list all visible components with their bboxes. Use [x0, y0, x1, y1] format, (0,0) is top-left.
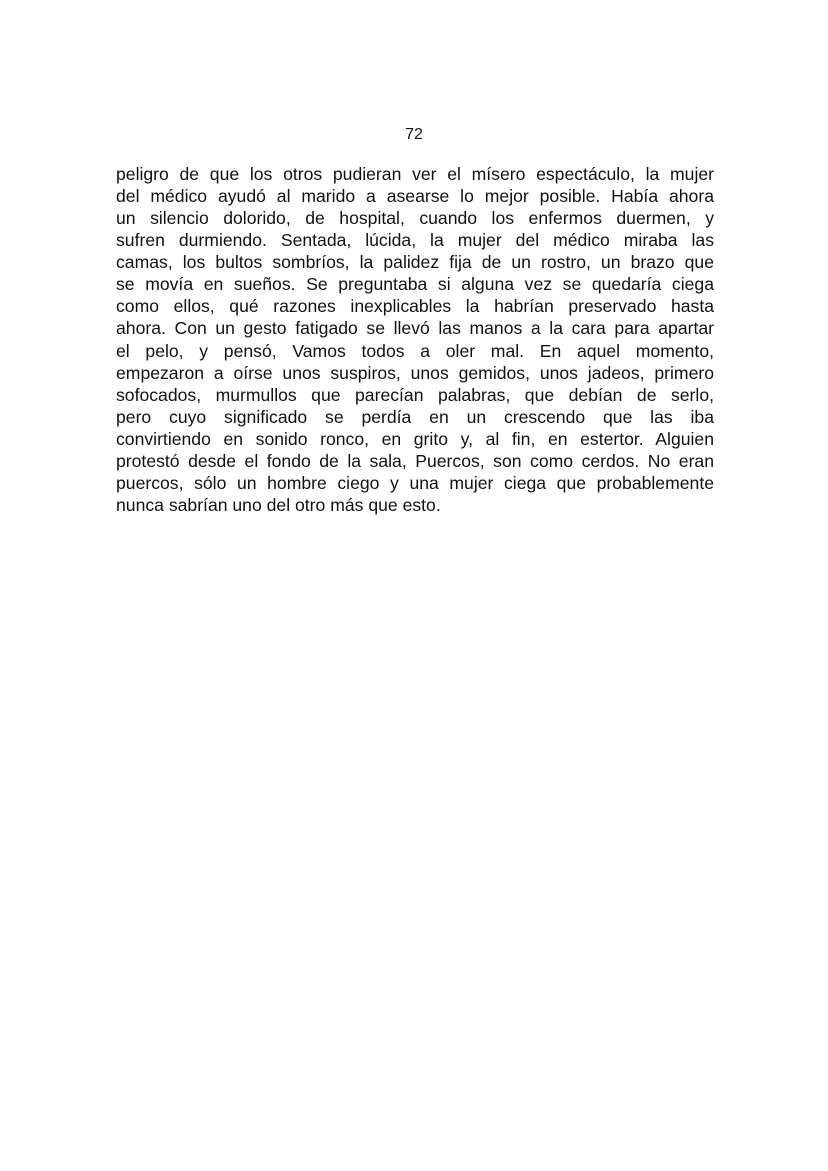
text-line: sofocados, murmullos que parecían palabras, que debían de serlo, — [116, 384, 714, 405]
text-line: pero cuyo significado se perdía en un crescendo que las iba — [116, 406, 714, 427]
text-line: convirtiendo en sonido ronco, en grito y, al fin, en estertor. Alguien — [116, 428, 714, 449]
text-line: un silencio dolorido, de hospital, cuando los enfermos duermen, y — [116, 208, 714, 229]
body-paragraph — [116, 163, 714, 516]
text-line: del médico ayudó al marido a asearse lo mejor posible. Había ahora — [116, 186, 714, 207]
text-line: nunca sabrían uno del otro más que esto. — [116, 494, 441, 515]
text-line: peligro de que los otros pudieran ver el mísero espectáculo, la mujer — [116, 164, 714, 184]
text-line: empezaron a oírse unos suspiros, unos gemidos, unos jadeos, primero — [116, 362, 714, 383]
text-line: sufren durmiendo. Sentada, lúcida, la mujer del médico miraba las — [116, 230, 714, 251]
text-line: ahora. Con un gesto fatigado se llevó las manos a la cara para apartar — [116, 318, 714, 339]
text-line: como ellos, qué razones inexplicables la habrían preservado hasta — [116, 296, 714, 317]
text-line: se movía en sueños. Se preguntaba si alguna vez se quedaría ciega — [116, 274, 714, 295]
text-line: protestó desde el fondo de la sala, Puercos, son como cerdos. No eran — [116, 450, 714, 471]
text-line: camas, los bultos sombríos, la palidez fija de un rostro, un brazo que — [116, 252, 714, 273]
text-line: puercos, sólo un hombre ciego y una mujer ciega que probablemente — [116, 472, 714, 493]
text-line: el pelo, y pensó, Vamos todos a oler mal. En aquel momento, — [116, 340, 714, 361]
page-number: 72 — [405, 126, 423, 143]
